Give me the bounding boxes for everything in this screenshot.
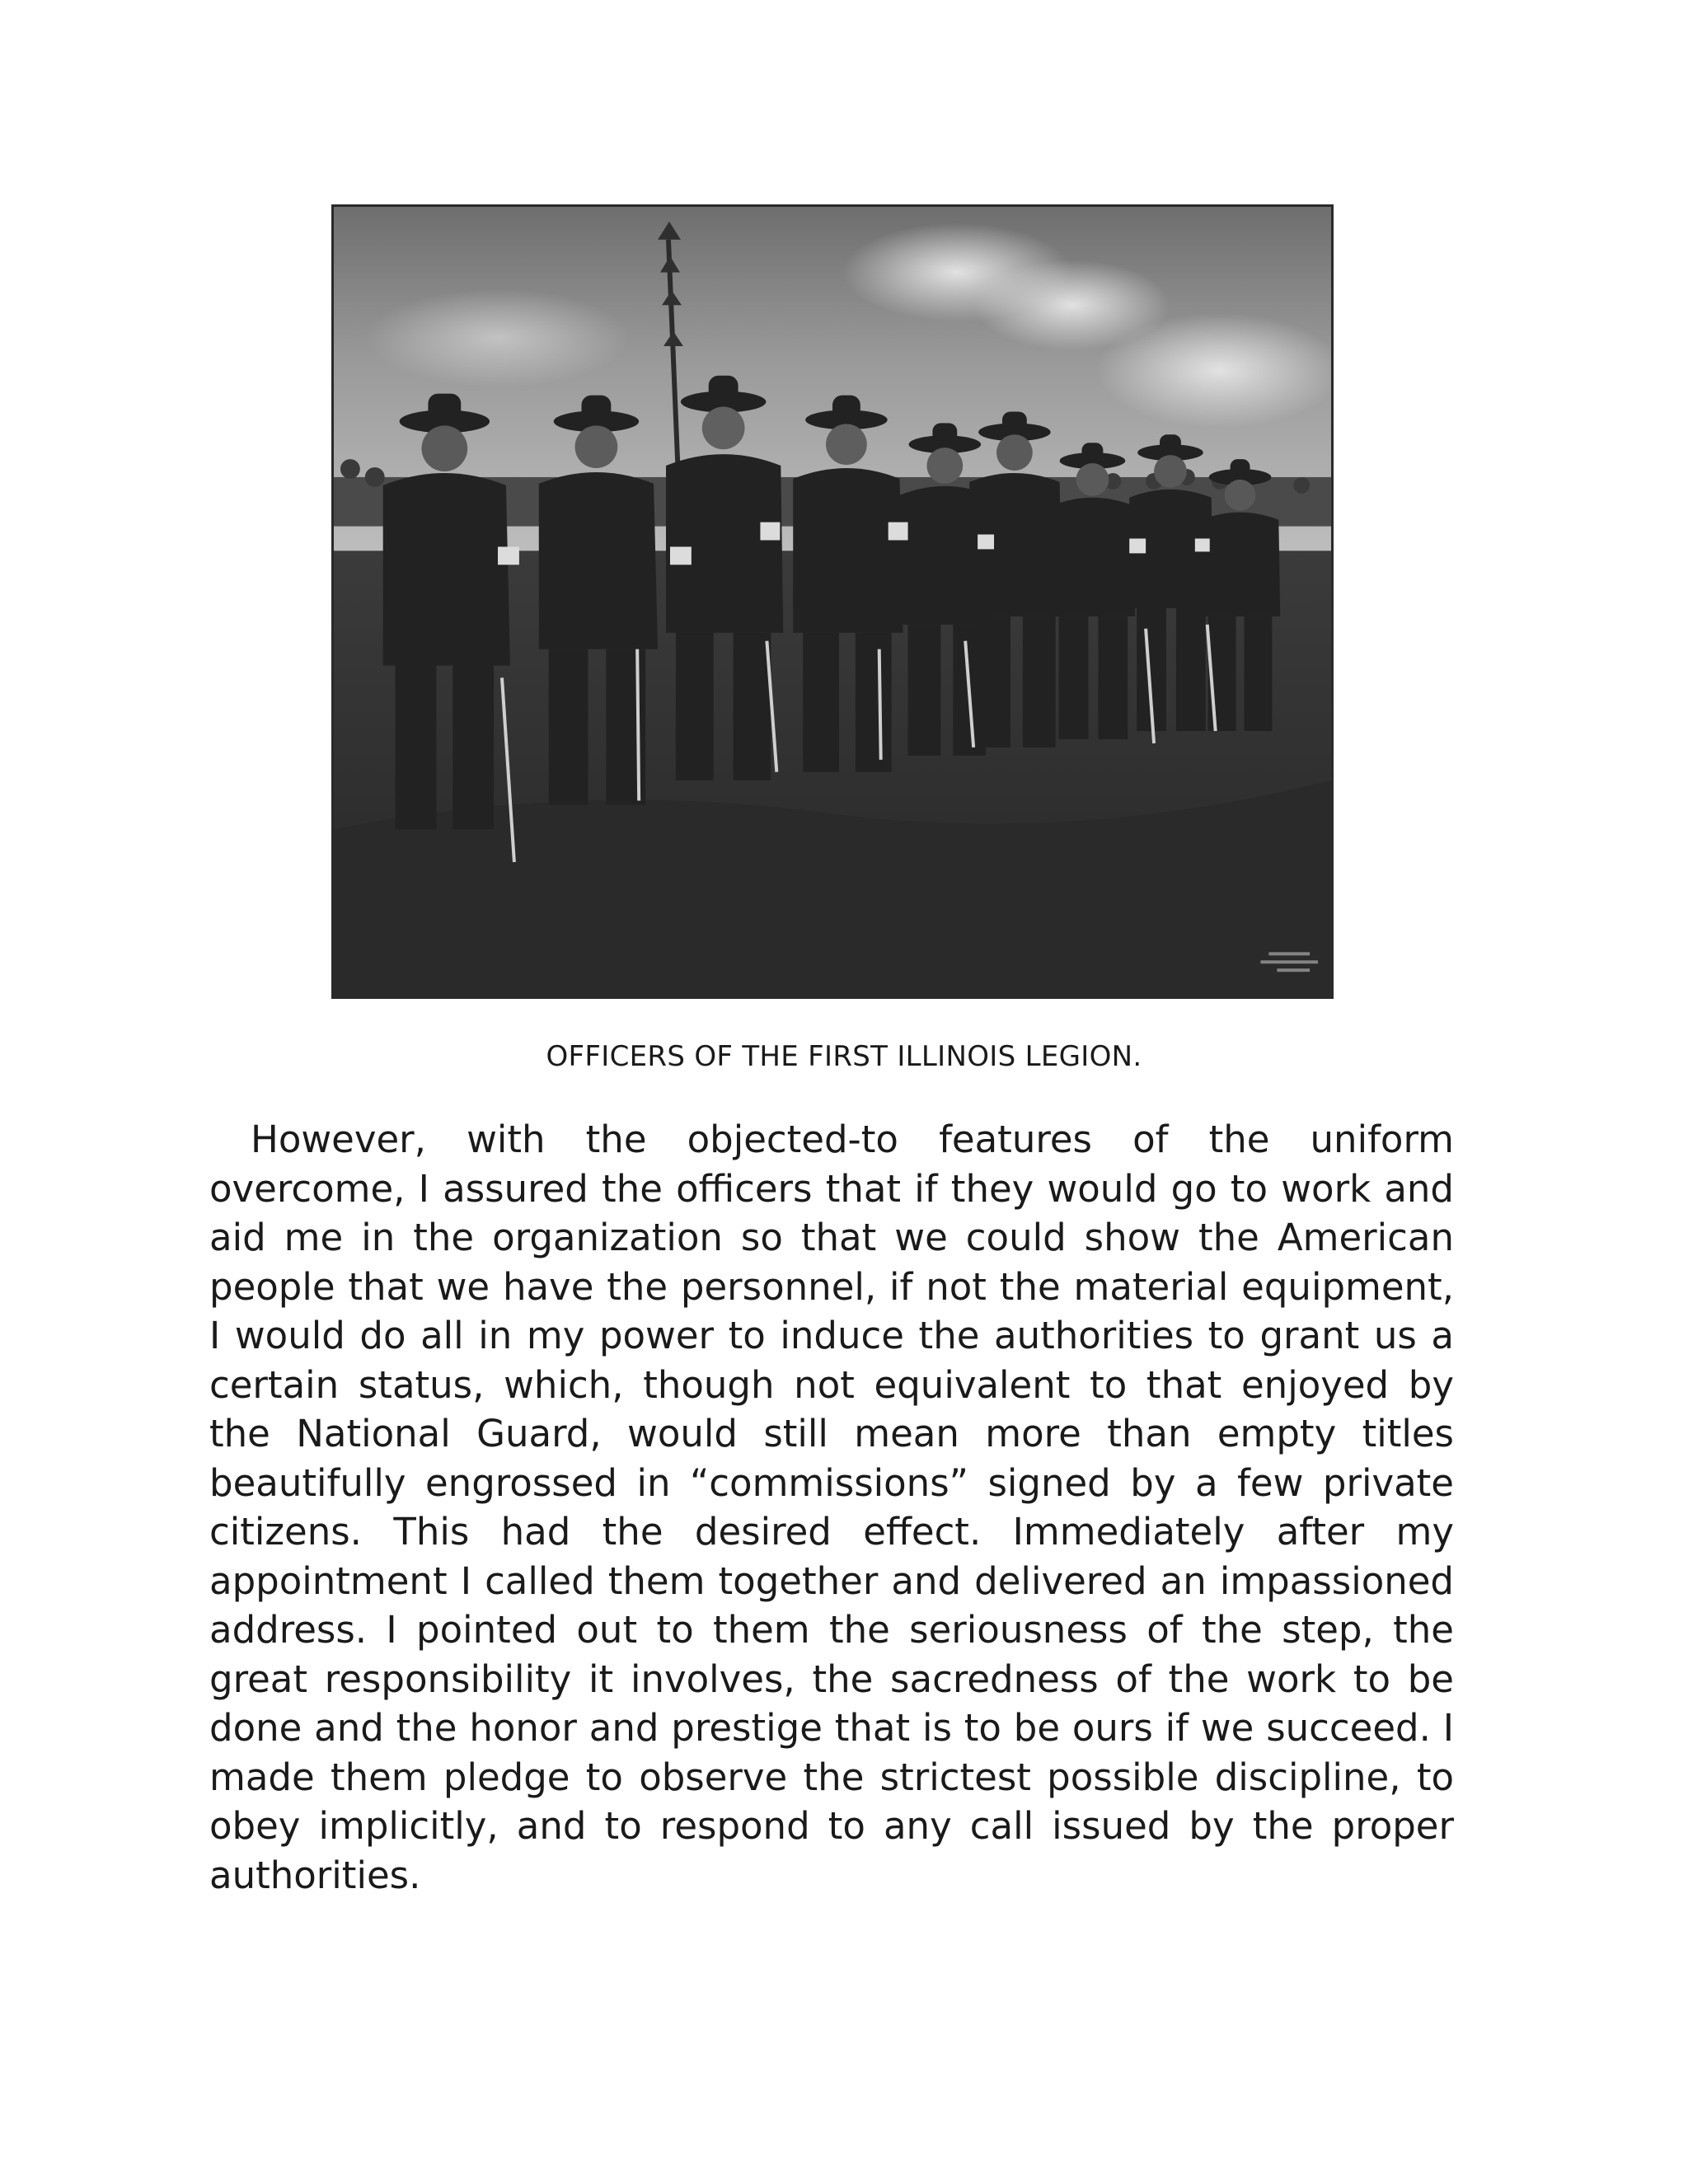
- figure-caption: OFFICERS OF THE FIRST ILLINOIS LEGION.: [546, 1040, 1142, 1073]
- photograph-illustration: [334, 207, 1331, 996]
- officers-photograph: [331, 204, 1334, 999]
- body-paragraph: However, with the objected-to features of the uniform overcome, I assured the officers that if they would go to work and aid me in the organization so that we could show the American people that we have the personnel, if not the material equipment, I would do all in my power to induce the authorities to grant us a certain status, which, though not equivalent to that enjoyed by the National Guard, would still mean more than empty titles beautifully engrossed in “commissions” signed by a few private citizens. This had the desired effect. Immediately after my appointment I called them together and delivered an impassioned address. I pointed out to them the seriousness of the step, the great responsibility it involves, the sacredness of the work to be done and the honor and prestige that is to be ours if we succeed. I made them pledge to observe the strictest possible discipline, to obey implicitly, and to respond to any call issued by the proper authorities.: [209, 1118, 1454, 1897]
